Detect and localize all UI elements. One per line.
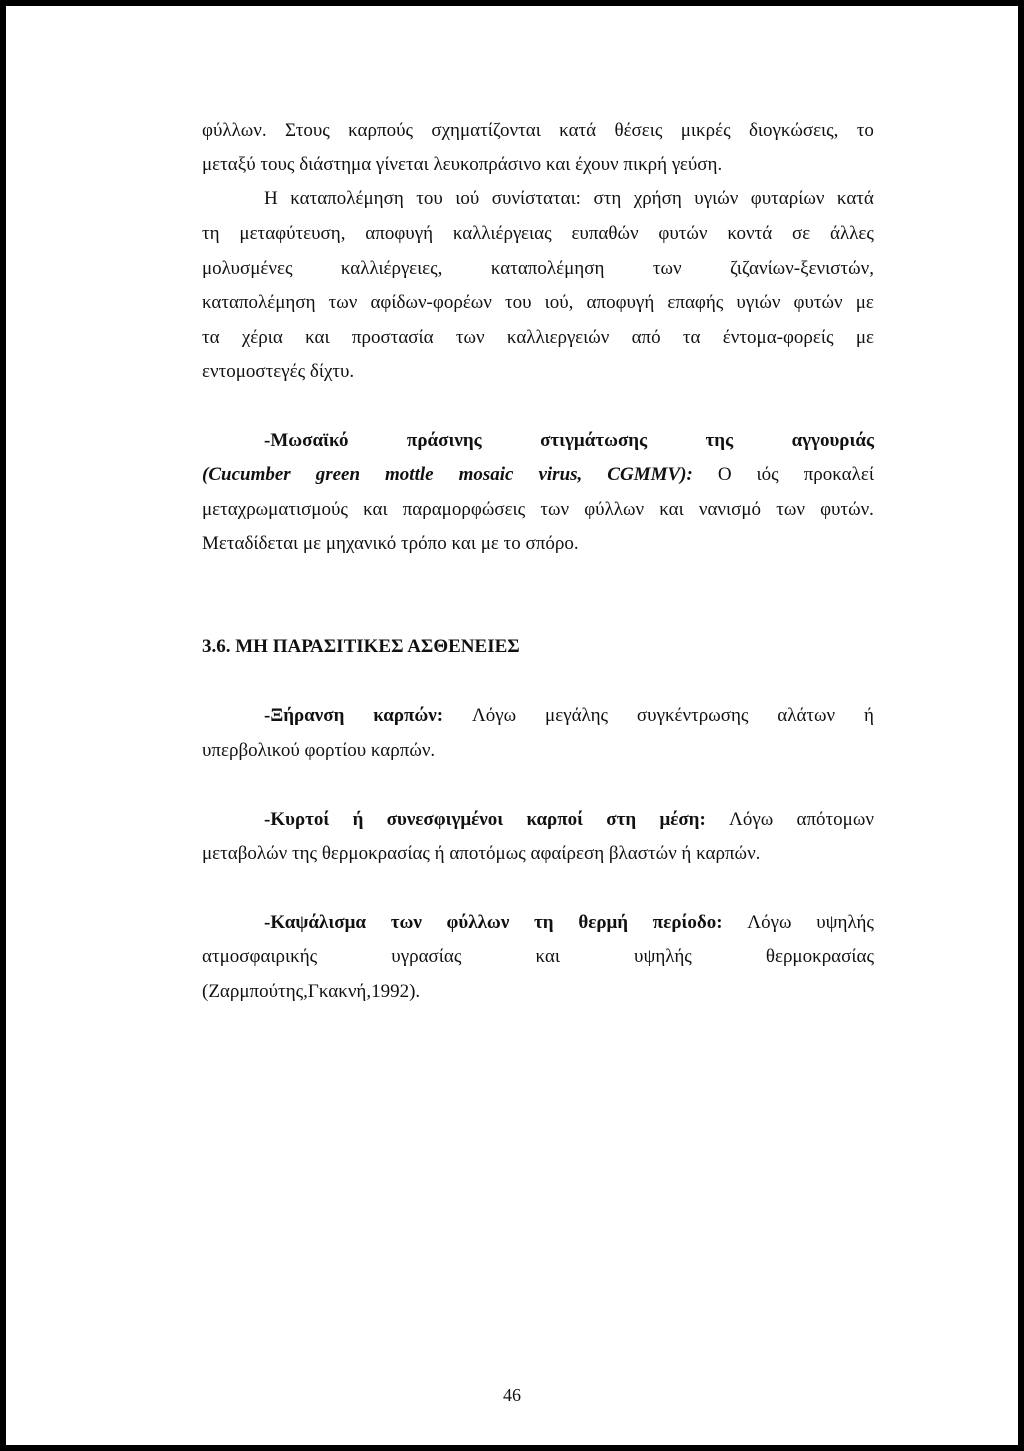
word: με: [855, 327, 874, 348]
word: και: [305, 327, 330, 348]
text-line: μεταβολών της θερμοκρασίας ή αποτόμως αφαίρεση βλαστών ή καρπών.: [202, 843, 761, 864]
word: κατά: [559, 120, 597, 141]
item-line: [264, 809, 874, 831]
word: πράσινης: [406, 430, 482, 451]
item-rest-word: συγκέντρωσης: [636, 705, 749, 726]
item-term-word: περίοδο:: [652, 912, 723, 933]
text-line: [264, 188, 874, 210]
word: κοντά: [727, 223, 773, 244]
word: μεταφύτευση,: [239, 223, 346, 244]
item-term-word: -Καψάλισμα: [264, 912, 366, 933]
word: υγιών: [736, 292, 781, 313]
item-term-word: -Ξήρανση: [264, 705, 345, 726]
item-line: [264, 912, 874, 934]
cgmmv-latin-name-word: mottle: [385, 464, 434, 485]
word: το: [856, 120, 874, 141]
word: και: [659, 499, 684, 520]
word: σχηματίζονται: [431, 120, 541, 141]
word: των: [328, 292, 358, 313]
word: σε: [791, 223, 811, 244]
item-rest-word: Λόγω: [747, 912, 792, 933]
word: -Μωσαϊκό: [264, 430, 349, 451]
word: τη: [202, 223, 220, 244]
item-rest-word: ή: [864, 705, 874, 726]
word: θέσεις: [614, 120, 663, 141]
item-term-word: ή: [352, 809, 364, 830]
word: τα: [682, 327, 701, 348]
word: φύλλων: [584, 499, 645, 520]
cgmmv-latin-name-word: CGMMV):: [607, 464, 693, 485]
text-line: μεταξύ τους διάστημα γίνεται λευκοπράσινο και έχουν πικρή γεύση.: [202, 154, 723, 175]
word: υγρασίας: [391, 946, 462, 967]
item-term-word: καρποί: [526, 809, 584, 830]
word: των: [776, 499, 805, 520]
word: αποφυγή: [365, 223, 434, 244]
cgmmv-title: [264, 430, 874, 452]
word: νανισμό: [698, 499, 762, 520]
word: με: [855, 292, 874, 313]
item-rest-word: Λόγω: [729, 809, 774, 830]
word: Στους: [285, 120, 330, 141]
cgmmv-line-rest-word: ιός: [756, 464, 779, 485]
word: χρήση: [633, 188, 682, 209]
text-line: Μεταδίδεται με μηχανικό τρόπο και με το σπόρο.: [202, 533, 579, 554]
text-line: εντομοστεγές δίχτυ.: [202, 361, 355, 382]
text-line: [202, 223, 874, 245]
cgmmv-latin-name-word: green: [315, 464, 361, 485]
word: Η: [264, 188, 278, 209]
word: ιού: [455, 188, 480, 209]
word: φυτών: [658, 223, 708, 244]
word: στιγμάτωσης: [540, 430, 648, 451]
item-line: [264, 705, 874, 727]
word: αγγουριάς: [791, 430, 874, 451]
word: μολυσμένες: [202, 258, 293, 279]
item-rest-word: μεγάλης: [545, 705, 609, 726]
word: επαφής: [667, 292, 724, 313]
word: των: [652, 258, 682, 279]
word: του: [505, 292, 532, 313]
item-rest-word: αλάτων: [777, 705, 836, 726]
word: ευπαθών: [571, 223, 639, 244]
cgmmv-line-rest-word: προκαλεί: [803, 464, 874, 485]
document-page: [6, 6, 1018, 1445]
item-term-word: στη: [606, 809, 637, 830]
word: ατμοσφαιρικής: [202, 946, 318, 967]
cgmmv-line-rest-word: Ο: [717, 464, 732, 485]
section-heading: 3.6. ΜΗ ΠΑΡΑΣΙΤΙΚΕΣ ΑΣΘΕΝΕΙΕΣ: [202, 636, 520, 657]
item-term-word: τη: [534, 912, 554, 933]
word: καλλιέργειας: [452, 223, 552, 244]
item-term-word: -Κυρτοί: [264, 809, 330, 830]
word: στη: [593, 188, 622, 209]
word: φυτών: [793, 292, 843, 313]
item-term-word: μέση:: [659, 809, 706, 830]
word: καταπολέμηση: [290, 188, 404, 209]
word: συνίσταται:: [491, 188, 581, 209]
word: μεταχρωματισμούς: [202, 499, 348, 520]
text-line: (Ζαρμπούτης,Γκακνή,1992).: [202, 981, 421, 1002]
text-line: [202, 258, 874, 280]
text-line: [202, 499, 874, 521]
word: θερμοκρασίας: [765, 946, 874, 967]
cgmmv-latin-name-word: mosaic: [458, 464, 514, 485]
word: άλλες: [830, 223, 874, 244]
cgmmv-line: [202, 464, 874, 486]
item-term-word: των: [390, 912, 422, 933]
word: καλλιεργειών: [506, 327, 610, 348]
word: χέρια: [241, 327, 283, 348]
word: τα: [202, 327, 220, 348]
word: του: [416, 188, 443, 209]
word: καλλιέργειες,: [340, 258, 443, 279]
word: έντομα-φορείς: [722, 327, 834, 348]
item-rest-word: υψηλής: [816, 912, 874, 933]
word: των: [455, 327, 485, 348]
word: καρπούς: [348, 120, 414, 141]
word: υγιών: [694, 188, 739, 209]
word: των: [540, 499, 570, 520]
word: φύλλων.: [202, 120, 267, 141]
word: και: [535, 946, 560, 967]
word: φυτών.: [820, 499, 874, 520]
word: καταπολέμηση: [202, 292, 316, 313]
item-term-word: φύλλων: [446, 912, 510, 933]
item-term-word: θερμή: [578, 912, 629, 933]
word: αφίδων-φορέων: [370, 292, 492, 313]
word: προστασία: [351, 327, 434, 348]
text-line: [202, 292, 874, 314]
text-line: [202, 946, 874, 968]
word: ιού,: [544, 292, 574, 313]
word: από: [631, 327, 661, 348]
word: ζιζανίων-ξενιστών,: [729, 258, 874, 279]
word: και: [363, 499, 388, 520]
text-line: [202, 327, 874, 349]
word: μικρές: [680, 120, 731, 141]
item-rest-word: Λόγω: [471, 705, 517, 726]
cgmmv-latin-name-word: virus,: [538, 464, 583, 485]
item-rest-word: απότομων: [796, 809, 874, 830]
word: υψηλής: [634, 946, 692, 967]
text-line: υπερβολικού φορτίου καρπών.: [202, 740, 436, 761]
word: φυταρίων: [750, 188, 825, 209]
word: παραμορφώσεις: [402, 499, 526, 520]
word: κατά: [836, 188, 874, 209]
word: της: [705, 430, 734, 451]
cgmmv-latin-name-word: (Cucumber: [202, 464, 291, 485]
item-term-word: συνεσφιγμένοι: [386, 809, 504, 830]
page-number: 46: [503, 1385, 521, 1405]
item-term-word: καρπών:: [373, 705, 444, 726]
word: διογκώσεις,: [748, 120, 839, 141]
word: καταπολέμηση: [490, 258, 605, 279]
word: αποφυγή: [586, 292, 655, 313]
text-line: [202, 120, 874, 142]
